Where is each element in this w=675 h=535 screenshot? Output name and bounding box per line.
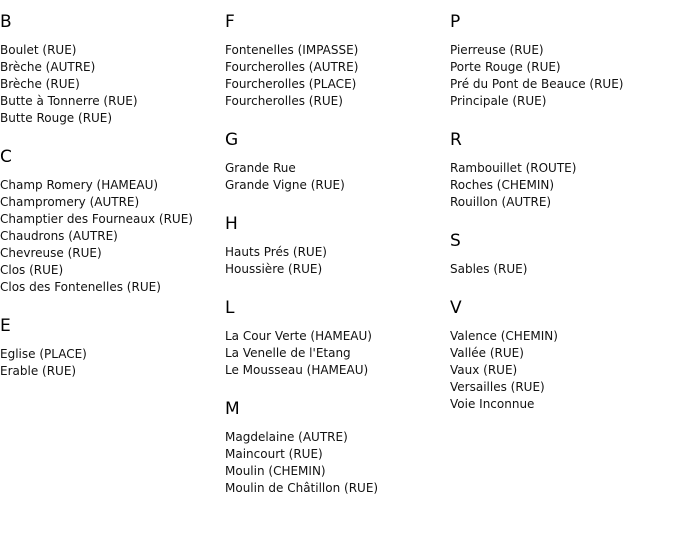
letter-heading: S	[450, 231, 461, 251]
letter-section-b	[0, 12, 220, 127]
street-item: Moulin de Châtillon (RUE)	[225, 481, 379, 495]
letter-section-s	[450, 231, 670, 278]
street-item: La Cour Verte (HAMEAU)	[225, 329, 372, 343]
street-item: Pierreuse (RUE)	[450, 43, 544, 57]
street-item: Boulet (RUE)	[0, 43, 77, 57]
letter-heading: C	[0, 147, 12, 167]
index-column	[450, 0, 670, 433]
street-item: Clos des Fontenelles (RUE)	[0, 280, 161, 294]
street-list	[450, 328, 670, 413]
street-item: Versailles (RUE)	[450, 380, 545, 394]
street-item: Chevreuse (RUE)	[0, 246, 102, 260]
street-item: Grande Vigne (RUE)	[225, 178, 345, 192]
street-item: Fontenelles (IMPASSE)	[225, 43, 359, 57]
street-list	[450, 42, 670, 110]
letter-section-e	[0, 316, 220, 380]
street-item: Moulin (CHEMIN)	[225, 464, 326, 478]
letter-heading: F	[225, 12, 235, 32]
street-item: La Venelle de l'Etang	[225, 346, 351, 360]
street-item: Houssière (RUE)	[225, 262, 323, 276]
street-list	[225, 429, 445, 497]
street-item: Chaudrons (AUTRE)	[0, 229, 118, 243]
letter-section-c	[0, 147, 220, 296]
letter-heading: E	[0, 316, 11, 336]
street-item: Principale (RUE)	[450, 94, 547, 108]
street-item: Clos (RUE)	[0, 263, 64, 277]
street-item: Rouillon (AUTRE)	[450, 195, 552, 209]
letter-section-r	[450, 130, 670, 211]
street-item: Sables (RUE)	[450, 262, 528, 276]
letter-heading: R	[450, 130, 462, 150]
index-column	[225, 0, 445, 517]
street-item: Valence (CHEMIN)	[450, 329, 558, 343]
street-item: Butte Rouge (RUE)	[0, 111, 113, 125]
street-list	[225, 160, 445, 194]
index-column	[0, 0, 220, 400]
street-list	[450, 261, 670, 278]
letter-section-m	[225, 399, 445, 497]
street-list	[225, 244, 445, 278]
letter-section-l	[225, 298, 445, 379]
street-item: Fourcherolles (AUTRE)	[225, 60, 359, 74]
street-list	[0, 177, 220, 296]
street-item: Champ Romery (HAMEAU)	[0, 178, 159, 192]
letter-heading: M	[225, 399, 240, 419]
street-item: Hauts Prés (RUE)	[225, 245, 327, 259]
street-item: Porte Rouge (RUE)	[450, 60, 561, 74]
street-item: Rambouillet (ROUTE)	[450, 161, 577, 175]
letter-heading: G	[225, 130, 239, 150]
letter-heading: H	[225, 214, 238, 234]
street-item: Brèche (AUTRE)	[0, 60, 96, 74]
street-list	[0, 42, 220, 127]
letter-heading: B	[0, 12, 12, 32]
street-item: Erable (RUE)	[0, 364, 77, 378]
street-item: Le Mousseau (HAMEAU)	[225, 363, 369, 377]
street-item: Fourcherolles (PLACE)	[225, 77, 357, 91]
street-item: Voie Inconnue	[450, 397, 535, 411]
letter-section-g	[225, 130, 445, 194]
street-item: Champtier des Fourneaux (RUE)	[0, 212, 193, 226]
letter-section-p	[450, 12, 670, 110]
letter-heading: V	[450, 298, 462, 318]
street-item: Vaux (RUE)	[450, 363, 518, 377]
letter-section-v	[450, 298, 670, 413]
street-item: Pré du Pont de Beauce (RUE)	[450, 77, 624, 91]
street-item: Champromery (AUTRE)	[0, 195, 140, 209]
letter-heading: L	[225, 298, 235, 318]
street-item: Grande Rue	[225, 161, 296, 175]
street-item: Butte à Tonnerre (RUE)	[0, 94, 138, 108]
street-item: Magdelaine (AUTRE)	[225, 430, 348, 444]
street-item: Eglise (PLACE)	[0, 347, 87, 361]
street-item: Vallée (RUE)	[450, 346, 524, 360]
street-item: Roches (CHEMIN)	[450, 178, 555, 192]
street-item: Brèche (RUE)	[0, 77, 80, 91]
street-list	[225, 42, 445, 110]
letter-heading: P	[450, 12, 461, 32]
street-list	[0, 346, 220, 380]
letter-section-h	[225, 214, 445, 278]
street-item: Fourcherolles (RUE)	[225, 94, 343, 108]
letter-section-f	[225, 12, 445, 110]
street-list	[225, 328, 445, 379]
street-item: Maincourt (RUE)	[225, 447, 323, 461]
street-list	[450, 160, 670, 211]
